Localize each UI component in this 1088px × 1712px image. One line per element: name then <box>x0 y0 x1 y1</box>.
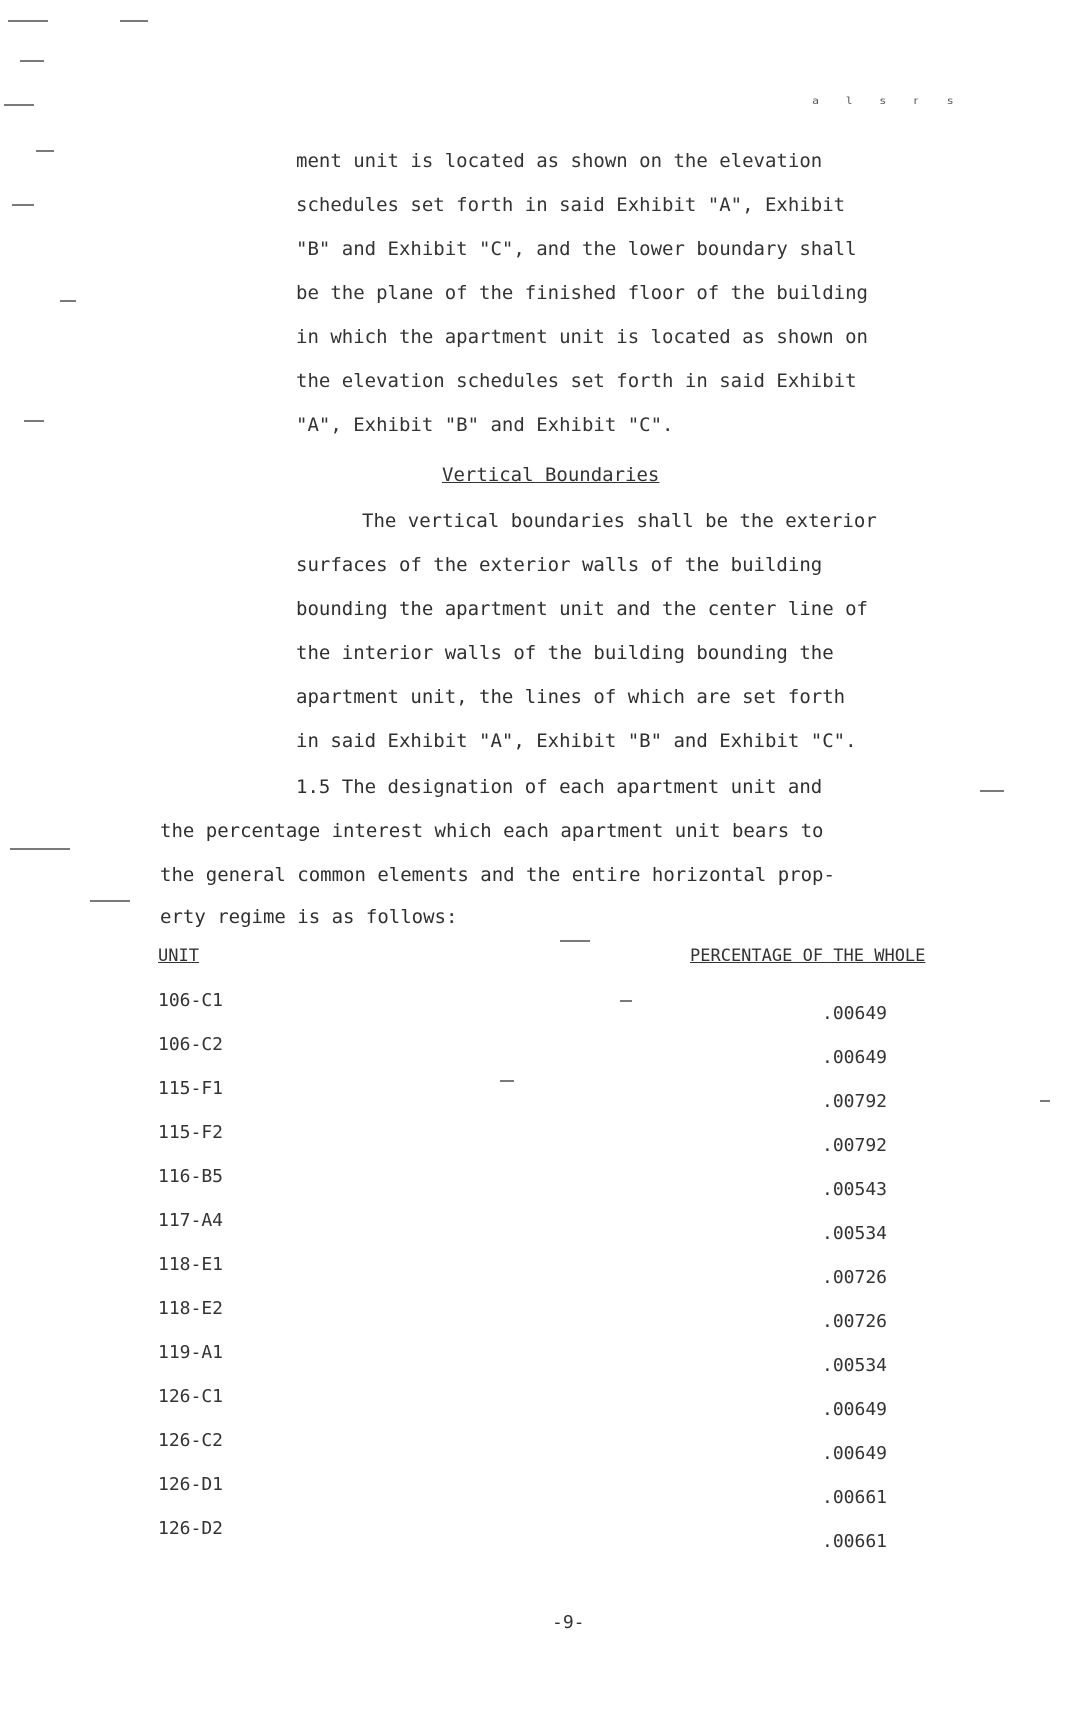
section-heading: Vertical Boundaries <box>442 464 660 486</box>
unit-cell: 119-A1 <box>158 1342 224 1363</box>
paragraph-line: "A", Exhibit "B" and Exhibit "C". <box>296 414 674 436</box>
scan-noise <box>60 300 76 302</box>
scan-noise <box>12 204 34 206</box>
scan-noise <box>120 20 148 22</box>
scan-noise <box>20 60 44 62</box>
paragraph-line: 1.5 The designation of each apartment unit and <box>296 776 823 798</box>
paragraph-line: the elevation schedules set forth in said Exhibit <box>296 370 857 392</box>
unit-cell: 126-D1 <box>158 1474 224 1495</box>
paragraph-line: the general common elements and the entire horizontal prop- <box>160 864 835 886</box>
percentage-cell: .00649 <box>822 1443 888 1464</box>
unit-cell: 115-F1 <box>158 1078 224 1099</box>
scan-noise <box>1040 1100 1050 1102</box>
paragraph-line: ment unit is located as shown on the elevation <box>296 150 823 172</box>
paragraph-line: be the plane of the finished floor of the building <box>296 282 868 304</box>
scan-noise <box>8 20 48 22</box>
percentage-cell: .00661 <box>822 1487 888 1508</box>
percentage-cell: .00543 <box>822 1179 888 1200</box>
paragraph-line: the percentage interest which each apartment unit bears to <box>160 820 824 842</box>
percentage-cell: .00534 <box>822 1223 888 1244</box>
paragraph-line: The vertical boundaries shall be the exterior <box>362 510 877 532</box>
scan-noise <box>560 940 590 942</box>
percentage-cell: .00649 <box>822 1399 888 1420</box>
percentage-cell: .00792 <box>822 1091 888 1112</box>
paragraph-line: bounding the apartment unit and the center line of <box>296 598 868 620</box>
scan-noise <box>620 1000 632 1002</box>
unit-cell: 117-A4 <box>158 1210 224 1231</box>
percentage-cell: .00726 <box>822 1311 888 1332</box>
percentage-cell: .00534 <box>822 1355 888 1376</box>
paragraph-line: in said Exhibit "A", Exhibit "B" and Exhibit "C". <box>296 730 857 752</box>
corner-mark: ₐ ₗ ₛ ᵣ ₛ <box>810 88 962 109</box>
unit-cell: 115-F2 <box>158 1122 224 1143</box>
unit-cell: 126-C1 <box>158 1386 224 1407</box>
scan-noise <box>10 848 70 850</box>
paragraph-line: erty regime is as follows: <box>160 906 458 928</box>
unit-cell: 116-B5 <box>158 1166 224 1187</box>
paragraph-line: surfaces of the exterior walls of the building <box>296 554 823 576</box>
unit-cell: 118-E2 <box>158 1298 224 1319</box>
percentage-cell: .00649 <box>822 1003 888 1024</box>
percentage-cell: .00649 <box>822 1047 888 1068</box>
scan-noise <box>36 150 54 152</box>
percentage-cell: .00726 <box>822 1267 888 1288</box>
unit-cell: 126-C2 <box>158 1430 224 1451</box>
percentage-column-header: PERCENTAGE OF THE WHOLE <box>690 946 926 966</box>
scan-noise <box>24 420 44 422</box>
paragraph-line: schedules set forth in said Exhibit "A", Exhibit <box>296 194 846 216</box>
paragraph-line: apartment unit, the lines of which are set forth <box>296 686 846 708</box>
scan-noise <box>4 104 34 106</box>
unit-column-header: UNIT <box>158 946 199 966</box>
paragraph-line: "B" and Exhibit "C", and the lower boundary shall <box>296 238 857 260</box>
scan-noise <box>980 790 1004 792</box>
unit-cell: 106-C1 <box>158 990 224 1011</box>
unit-cell: 118-E1 <box>158 1254 224 1275</box>
scan-noise <box>500 1080 514 1082</box>
percentage-cell: .00661 <box>822 1531 888 1552</box>
paragraph-line: the interior walls of the building bounding the <box>296 642 834 664</box>
percentage-cell: .00792 <box>822 1135 888 1156</box>
unit-cell: 106-C2 <box>158 1034 224 1055</box>
unit-cell: 126-D2 <box>158 1518 224 1539</box>
paragraph-line: in which the apartment unit is located as shown on <box>296 326 868 348</box>
page-number: -9- <box>552 1612 585 1633</box>
scan-noise <box>90 900 130 902</box>
